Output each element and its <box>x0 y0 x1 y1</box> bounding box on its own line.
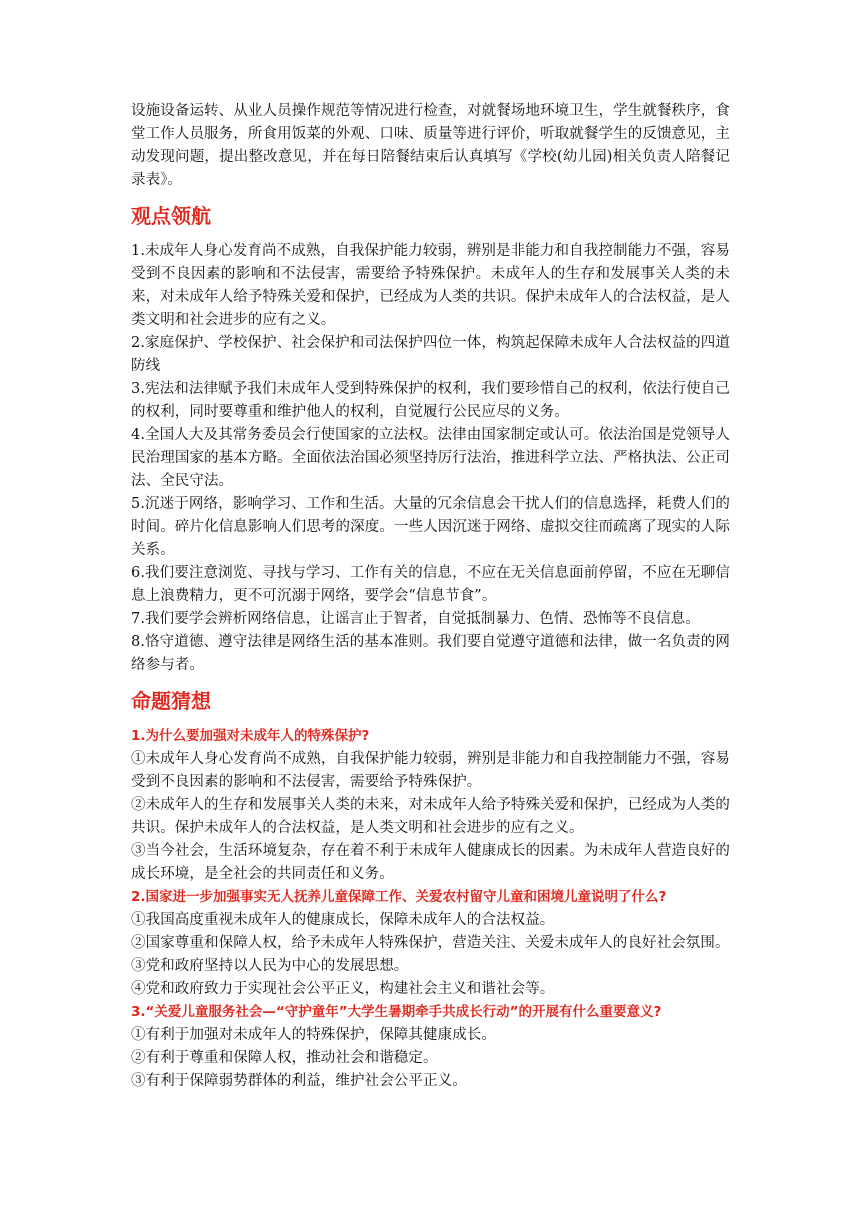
answer-item: ③有利于保障弱势群体的利益，维护社会公平正义。 <box>131 1073 467 1089</box>
answer-item: ①我国高度重视未成年人的健康成长，保障未成年人的合法权益。 <box>131 912 555 928</box>
viewpoint-item: 5.沉迷于网络，影响学习、工作和生活。大量的冗余信息会干扰人们的信息选择，耗费人们的时间。碎片化信息影响人们思考的深度。一些人因沉迷于网络、虚拟交往而疏离了现实的人际关系。 <box>131 496 730 558</box>
answer-item: ③党和政府坚持以人民为中心的发展思想。 <box>131 958 409 974</box>
question-title: 1.为什么要加强对未成年人的特殊保护? <box>131 728 370 744</box>
viewpoint-item: 4.全国人大及其常务委员会行使国家的立法权。法律由国家制定或认可。依法治国是党领导人民治理国家的基本方略。全面依法治国必须坚持厉行法治，推进科学立法、严格执法、公正司法、全民守法。 <box>131 427 730 489</box>
viewpoint-item: 3.宪法和法律赋予我们未成年人受到特殊保护的权利，我们要珍惜自己的权利，依法行使自己的权利，同时要尊重和维护他人的权利，自觉履行公民应尽的义务。 <box>131 381 730 420</box>
viewpoint-item: 6.我们要注意浏览、寻找与学习、工作有关的信息，不应在无关信息面前停留，不应在无聊信息上浪费精力，更不可沉溺于网络，要学会“信息节食”。 <box>131 565 730 604</box>
answer-item: ①有利于加强对未成年人的特殊保护，保障其健康成长。 <box>131 1027 496 1043</box>
viewpoints-list <box>131 240 730 677</box>
answer-item: ②有利于尊重和保障人权，推动社会和谐稳定。 <box>131 1050 438 1066</box>
predictions-heading: 命题猜想 <box>131 689 211 713</box>
answer-item: ①未成年人身心发育尚不成熟，自我保护能力较弱，辨别是非能力和自我控制能力不强，容易受到不良因素的影响和不法侵害，需要给予特殊保护。 <box>131 751 730 790</box>
answer-item: ②未成年人的生存和发展事关人类的未来，对未成年人给予特殊关爱和保护，已经成为人类的共识。保护未成年人的合法权益，是人类文明和社会进步的应有之义。 <box>131 797 730 836</box>
answer-item: ②国家尊重和保障人权，给予未成年人特殊保护，营造关注、关爱未成年人的良好社会氛围。 <box>131 935 730 951</box>
predictions-list <box>131 725 730 1093</box>
viewpoint-item: 1.未成年人身心发育尚不成熟，自我保护能力较弱，辨别是非能力和自我控制能力不强，容易受到不良因素的影响和不法侵害，需要给予特殊保护。未成年人的生存和发展事关人类的未来，对未成年人给予特殊关爱和保护，已经成为人类的共识。保护未成年人的合法权益，是人类文明和社会进步的应有之义。 <box>131 243 730 328</box>
viewpoint-item: 7.我们要学会辨析网络信息，让谣言止于智者，自觉抵制暴力、色情、恐怖等不良信息。 <box>131 611 700 627</box>
viewpoint-item: 8.恪守道德、遵守法律是网络生活的基本准则。我们要自觉遵守道德和法律，做一名负责的网络参与者。 <box>131 634 730 673</box>
answer-item: ③当今社会，生活环境复杂，存在着不利于未成年人健康成长的因素。为未成年人营造良好的成长环境，是全社会的共同责任和义务。 <box>131 843 730 882</box>
question-title: 2.国家进一步加强事实无人抚养儿童保障工作、关爱农村留守儿童和困境儿童说明了什么? <box>131 889 667 905</box>
intro-paragraph: 设施设备运转、从业人员操作规范等情况进行检查，对就餐场地环境卫生，学生就餐秩序，食堂工作人员服务，所食用饭菜的外观、口味、质量等进行评价，听取就餐学生的反馈意见，主动发现问题，提出整改意见，并在每日陪餐结束后认真填写《学校(幼儿园)相关负责人陪餐记录表》。 <box>131 103 730 188</box>
answer-item: ④党和政府致力于实现社会公平正义，构建社会主义和谐社会等。 <box>131 981 555 997</box>
question-title: 3.“关爱儿童服务社会—“守护童年”大学生暑期牵手共成长行动”的开展有什么重要意义? <box>131 1004 662 1020</box>
viewpoint-item: 2.家庭保护、学校保护、社会保护和司法保护四位一体，构筑起保障未成年人合法权益的四道防线 <box>131 335 730 374</box>
viewpoints-heading: 观点领航 <box>131 204 211 228</box>
